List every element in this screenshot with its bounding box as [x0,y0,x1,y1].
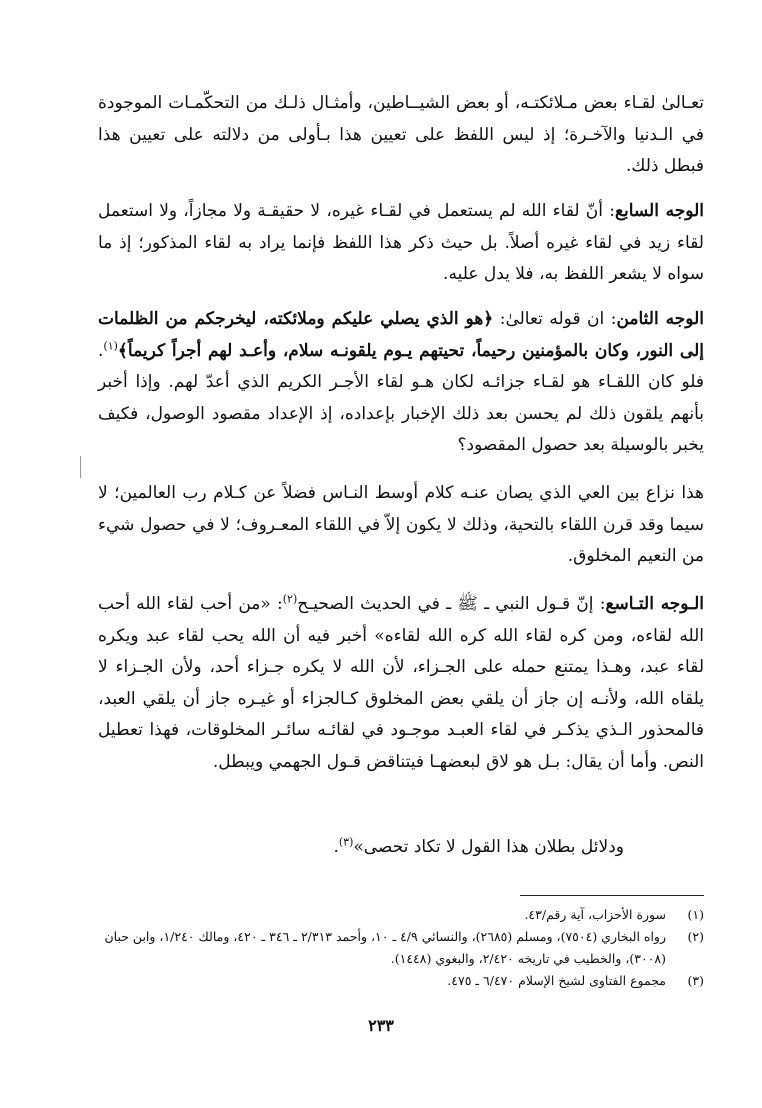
footnote-ref-1: (١) [103,338,118,352]
footnote-2 [98,926,704,970]
paragraph-heading: الوجه السابع [614,201,704,221]
paragraph-ninth-aspect [98,589,704,778]
footnote-ref-3: (٣) [338,835,354,849]
paragraph-body: . فلو كان اللقـاء هو لقـاء جزائـه لكان هـو لقاء الأجـر الكريم الذي أعدّ لهم. وإذا أخبر بأنهم يلقون ذلك لم يحسن بعد ذلك الإخبار بإعداده، إذ الإعداد مقصود الوصول، فكيف يخبر بالوسيلة بعد حصول المقصود؟ [98,340,704,455]
footnote-text: رواه البخاري (٧٥٠٤)، ومسلم (٢٦٨٥)، والنسائي ٤/٩ ـ ١٠، وأحمد ٢/٣١٣ ـ ٣٤٦ ـ ٤٢٠، ومالك ١/٢٤٠، وابن حبان (٣٠٠٨)، والخطيب في تاريخه ٢/٤٢٠، والبغوي (١٤٤٨). [104,929,666,966]
quran-quote: ﴿هو الذي يصلي عليكم وملائكته، ليخرجكم من الظلمات إلى النور، وكان بالمؤمنين رحيماً، تحيتهم يـوم يلقونـه سلام، وأعـد لهم أجراً كريماً﴾ [98,309,704,361]
footnote-text: سورة الأحزاب، آية رقم/٤٣. [524,907,666,922]
paragraph-closing [333,832,624,864]
footnote-number: (١) [687,907,704,922]
paragraph-body: ودلائل بطلان هذا القول لا تكاد تحصى» [353,837,624,857]
paragraph-body: هذا نزاع بين العي الذي يصان عنـه كلام أوسط النـاس فضلاً عن كـلام رب العالمين؛ لا سيما وقد قرن اللقاء بالتحية، وذلك لا يكون إلاّ في اللقاء المعـروف؛ لا في حصول شيء من النعيم المخلوق. [98,483,704,566]
footnote-number: (٢) [687,929,704,944]
margin-mark [80,456,81,478]
footnote-ref-2: (٢) [282,592,298,606]
footnote-3 [98,970,704,992]
paragraph-seventh-aspect [98,196,704,291]
paragraph-4 [98,478,704,573]
paragraph-body: : «من أحب لقاء الله أحب الله لقاءه، ومن كره لقاء الله كره الله لقاءه» أخبر فيه أن الله يحب لقاء عبد ويكره لقاء عبد، وهـذا يمتنع حمله على الجـزاء، لأن الله لا يكره جـزاء أحد، ولأن الجـزاء لا يلقاه الله، ولأنـه إن جاز أن يلقي بعض المخلوق كـالجزاء أو غيـره جاز أن يلقي العبد، فالمحذور الـذي يذكـر في لقاء العبـد موجـود في لقائـه سائـر المخلوقات، فهذا تعطيل النص. وأما أن يقال: بـل هو لاق لبعضهـا فيتناقض قـول الجهمي ويبطل. [98,594,704,772]
footnote-separator [520,895,704,896]
footnote-number: (٣) [687,973,704,988]
paragraph-heading: الـوجه التـاسع [605,594,704,614]
paragraph-heading: الوجه الثامن [616,309,704,329]
footnote-1 [98,904,704,926]
paragraph-1 [98,88,704,183]
paragraph-end: . [333,837,339,857]
paragraph-1-text: تعـالىٰ لقـاء بعض مـلائكتـه، أو بعض الشيــاطين، وأمثـال ذلـك من التحكّمـات الموجودة في الـدنيا والآخـرة؛ إذ ليس اللفظ على تعيين هذا بـأولى من دلالته على تعيين هذا فبطل ذلك. [98,93,704,176]
footnotes [98,904,704,992]
footnote-text: مجموع الفتاوى لشيخ الإسلام ٦/٤٧٠ ـ ٤٧٥. [447,973,666,988]
paragraph-intro: : إنّ قـول النبي ـ ﷺ ـ في الحديث الصحيـح [297,594,606,614]
paragraph-body: : أنّ لقاء الله لم يستعمل في لقـاء غيره، لا حقيقـة ولا مجازاً، ولا استعمل لقاء زيد في لقاء غيره أصلاً. بل حيث ذكر هذا اللفظ فإنما يراد به لقاء المذكور؛ إذ ما سواه لا يشعر اللفظ به، فلا يدل عليه. [98,201,704,284]
paragraph-eighth-aspect [98,304,704,462]
page-number: ٢٣٣ [368,1016,394,1035]
paragraph-intro: : ان قوله تعالىٰ: [493,309,617,329]
